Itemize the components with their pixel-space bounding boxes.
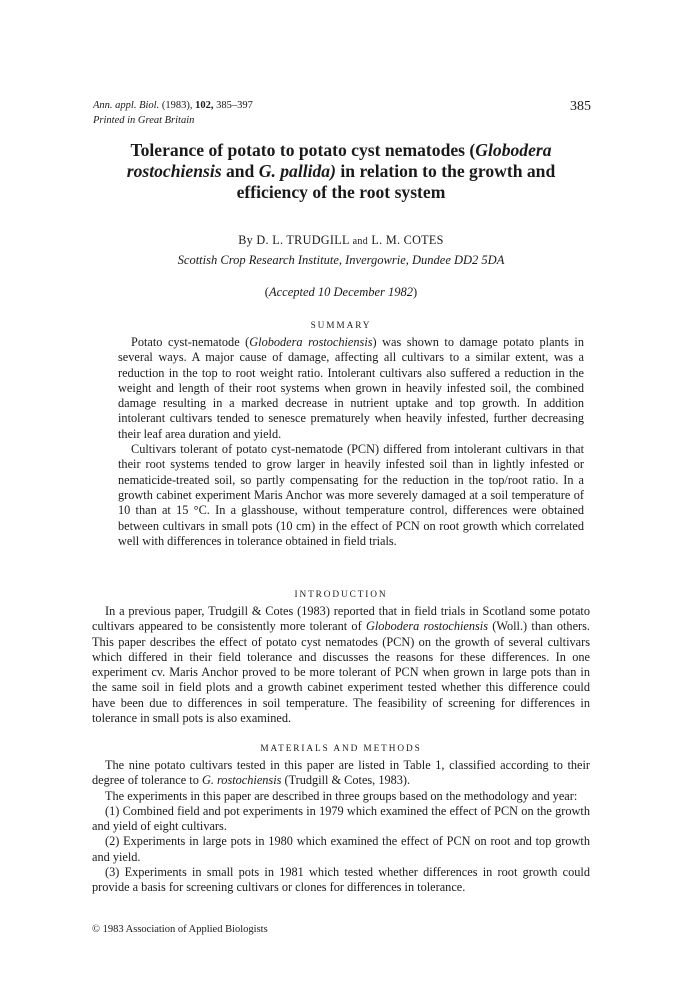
author-line (90, 233, 592, 248)
author-by: By (238, 233, 254, 247)
accepted-paren: ( (264, 285, 269, 299)
text-run: (Woll.) than others. This paper describes the effect of potato cyst nematodes (PCN) on the growth of several cultivars which differed in their field tolerance and discusses the reasons for these differences. In one experiment cv. Maris Anchor proved to be more tolerant of PCN when grown in large pots than in the same soil in field plots and a growth cabinet experiment tested whether this difference could have been due to differences in soil temperature. The feasibility of screening for differences in tolerance in small pots is also examined. (92, 619, 590, 726)
accepted-text: Accepted 10 December 1982 (268, 285, 414, 299)
title-part: efficiency of the root system (236, 182, 446, 202)
text-run: In a previous paper, Trudgill & Cotes (1983) reported that in field trials in Scotland some potato cultivars appeared to be consistently more tolerant of (92, 604, 590, 634)
printed-note: Printed in Great Britain (93, 115, 195, 126)
text-run: The nine potato cultivars tested in this paper are listed in Table 1, classified according to their degree of tolerance to (92, 758, 590, 788)
accepted-date (90, 285, 592, 300)
title-italic: Globodera (475, 140, 552, 160)
summary-paragraph: Cultivars tolerant of potato cyst-nematode (PCN) differed from intolerant cultivars in that their root systems tended to grow larger in heavily infested soil than in lightly infested or nematicide-treated soil, so partly compensating for the reduction in the top/root ratio. In a growth cabinet experiment Maris Anchor was more severely damaged at a soil temperature of 10 than at 15 °C. In a glasshouse, without temperature control, differences were obtained between cultivars in small pots (10 cm) in the effect of PCN on root growth which correlated well with differences in tolerance obtained in field trials. (118, 442, 584, 548)
methods-paragraph (92, 758, 590, 789)
summary-section (118, 335, 584, 549)
author-name: L. M. COTES (371, 233, 444, 247)
journal-year: (1983), (161, 100, 193, 111)
title-part: Tolerance of potato to potato cyst nematodes ( (130, 140, 476, 160)
introduction-heading: INTRODUCTION (294, 590, 388, 600)
methods-section (92, 758, 590, 896)
paper-title (90, 140, 592, 203)
introduction-section (92, 604, 590, 726)
methods-paragraph: The experiments in this paper are described in three groups based on the methodology and year: (105, 788, 578, 803)
title-part: in relation to the growth and (335, 161, 556, 181)
text-run: ) was shown to damage potato plants in several ways. A major cause of damage, affecting all cultivars to a similar extent, was a reduction in the top to root weight ratio. Intolerant cultivars also suffered a reduction in the weight and length of their root systems when grown in heavily infested soil, the combined damage resulting in a marked decrease in nutrient uptake and top growth. In addition intolerant cultivars tended to senesce prematurely when heavily infested, further decreasing their leaf area duration and yield. (118, 335, 584, 441)
title-italic: G. pallida) (258, 161, 336, 181)
species-name: Globodera rostochiensis (249, 335, 373, 349)
summary-heading: SUMMARY (310, 321, 372, 331)
text-run: (Trudgill & Cotes, 1983). (281, 773, 411, 788)
accepted-paren: ) (413, 285, 418, 299)
methods-paragraph: (3) Experiments in small pots in 1981 which tested whether differences in root growth could provide a basis for screening cultivars or clones for differences in tolerance. (92, 865, 590, 895)
text-run: Potato cyst-nematode ( (131, 335, 250, 349)
page-number: 385 (570, 99, 591, 114)
methods-paragraph: (2) Experiments in large pots in 1980 which examined the effect of PCN on root and top growth and yield. (92, 834, 590, 864)
species-name: Globodera rostochiensis (365, 619, 488, 634)
journal-name: Ann. appl. Biol. (93, 100, 160, 111)
methods-paragraph: (1) Combined field and pot experiments in 1979 which examined the effect of PCN on the growth and yield of eight cultivars. (92, 803, 590, 834)
author-name: D. L. TRUDGILL (256, 233, 350, 247)
author-and: and (352, 236, 369, 247)
summary-paragraph (118, 335, 584, 442)
methods-heading: MATERIALS AND METHODS (260, 744, 422, 754)
journal-volume: 102, (195, 100, 214, 111)
journal-pages: 385–397 (216, 100, 253, 111)
title-part: and (221, 161, 259, 181)
affiliation: Scottish Crop Research Institute, Invergowrie, Dundee DD2 5DA (177, 253, 505, 267)
title-italic: rostochiensis (126, 161, 222, 181)
introduction-paragraph (92, 604, 590, 726)
species-name: G. rostochiensis (201, 773, 282, 788)
journal-citation (93, 98, 253, 128)
copyright-footer: © 1983 Association of Applied Biologists (92, 924, 268, 935)
